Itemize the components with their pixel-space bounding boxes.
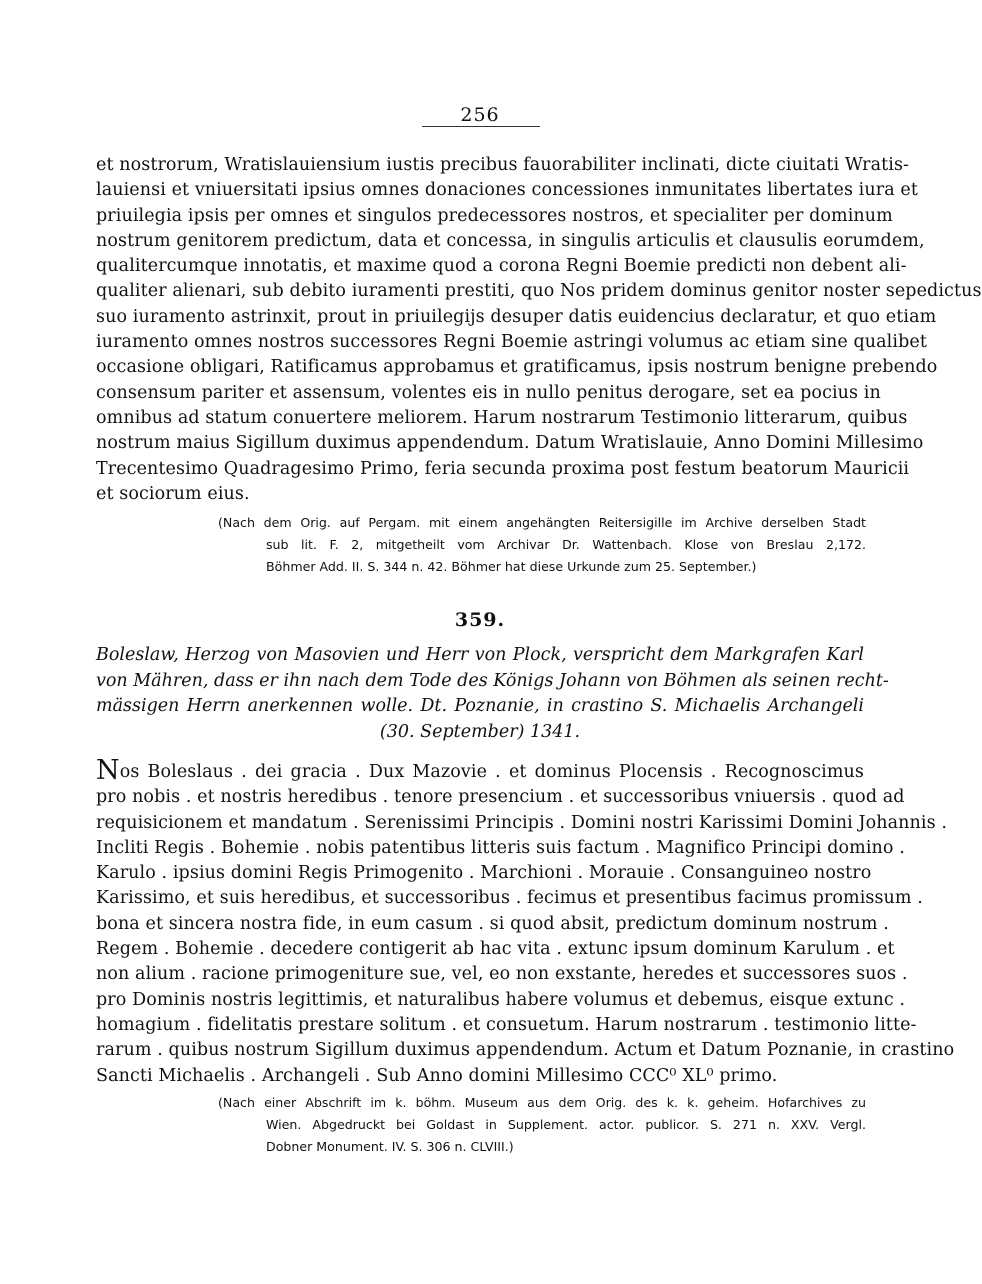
text-line: non alium . racione primogeniture sue, vel, eo non exstante, heredes et successores suos . — [96, 964, 908, 985]
text-line: omnibus ad statum conuertere meliorem. Harum nostrarum Testimonio litterarum, quibus — [96, 407, 908, 428]
drop-cap: N — [96, 755, 120, 786]
text-line: Regem . Bohemie . decedere contigerit ab hac vita . extunc ipsum dominum Karulum . et — [96, 939, 895, 960]
note-line: Böhmer Add. II. S. 344 n. 42. Böhmer hat diese Urkunde zum 25. September.) — [266, 558, 757, 574]
regest-summary — [96, 643, 889, 745]
text-line — [96, 757, 864, 785]
note-line: (Nach dem Orig. auf Pergam. mit einem angehängten Reitersigille im Archive derselben Stadt — [218, 515, 866, 530]
text-line: requisicionem et mandatum . Serenissimi Principis . Domini nostri Karissimi Domini Johannis . — [96, 812, 947, 833]
text-line: qualitercumque innotatis, et maxime quod a corona Regni Boemie predicti non debent ali- — [96, 256, 907, 277]
text-line: rarum . quibus nostrum Sigillum duximus appendendum. Actum et Datum Poznanie, in crastino — [96, 1040, 955, 1061]
text-line: Trecentesimo Quadragesimo Primo, feria secunda proxima post festum beatorum Mauricii — [96, 458, 910, 479]
text-line: et sociorum eius. — [96, 483, 250, 504]
header-rule — [422, 126, 540, 127]
text-line: nostrum genitorem predictum, data et concessa, in singulis articulis et clausulis eorumdem, — [96, 230, 925, 251]
note-line: Dobner Monument. IV. S. 306 n. CLVIII.) — [266, 1138, 514, 1154]
note-line: sub lit. F. 2, mitgetheilt vom Archivar Dr. Wattenbach. Klose von Breslau 2,172. — [266, 536, 866, 552]
regest-line: mässigen Herrn anerkennen wolle. Dt. Poznanie, in crastino S. Michaelis Archangeli — [96, 696, 864, 716]
regest-line: von Mähren, dass er ihn nach dem Tode des Königs Johann von Böhmen als seinen recht- — [96, 670, 889, 691]
text-line: iuramento omnes nostros successores Regni Boemie astringi volumus ac etiam sine qualibet — [96, 332, 927, 353]
document-number: 359. — [454, 609, 506, 631]
source-note — [218, 1092, 866, 1157]
text-line: occasione obligari, Ratificamus approbamus et gratificamus, ipsis nostrum benigne prebendo — [96, 357, 938, 378]
text-line: pro nobis . et nostris heredibus . tenore presencium . et successoribus vniuersis . quod ad — [96, 787, 905, 808]
text-line: lauiensi et vniuersitati ipsius omnes donaciones concessiones inmunitates libertates iura et — [96, 180, 919, 201]
text-line: suo iuramento astrinxit, prout in priuilegijs desuper datis euidencius declaratur, et quo etiam — [96, 306, 937, 327]
text-line: et nostrorum, Wratislauiensium iustis precibus fauorabiliter inclinati, dicte ciuitati Wratis- — [96, 155, 910, 175]
text-line: bona et sincera nostra fide, in eum casum . si quod absit, predictum dominum nostrum . — [96, 913, 889, 934]
text-line: priuilegia ipsis per omnes et singulos predecessores nostros, et specialiter per dominum — [96, 205, 893, 226]
charter-text — [96, 755, 955, 1089]
text-line: Incliti Regis . Bohemie . nobis patentibus litteris suis factum . Magnifico Principi domino . — [96, 837, 905, 858]
text-line: Sancti Michaelis . Archangeli . Sub Anno domini Millesimo CCC⁰ XL⁰ primo. — [96, 1065, 778, 1086]
note-line: (Nach einer Abschrift im k. böhm. Museum aus dem Orig. des k. k. geheim. Hofarchives zu — [218, 1095, 866, 1110]
source-note — [218, 512, 866, 577]
regest-line: Boleslaw, Herzog von Masovien und Herr von Plock, verspricht dem Markgrafen Karl — [96, 645, 864, 665]
text-line: qualiter alienari, sub debito iuramenti prestiti, quo Nos pridem dominus genitor noster sepedictus — [96, 281, 982, 302]
text-line: consensum pariter et assensum, volentes eis in nullo penitus derogare, set ea pocius in — [96, 382, 881, 403]
continuation-paragraph — [96, 153, 982, 507]
page-number: 256 — [460, 104, 500, 126]
regest-date-line: (30. September) 1341. — [379, 721, 581, 742]
text-line: Karulo . ipsius domini Regis Primogenito . Marchioni . Morauie . Consanguineo nostro — [96, 863, 872, 884]
text-line-content: os Boleslaus . dei gracia . Dux Mazovie . et dominus Plocensis . Recognoscimus — [119, 762, 864, 782]
text-line: nostrum maius Sigillum duximus appendendum. Datum Wratislauie, Anno Domini Millesimo — [96, 433, 924, 454]
note-line: Wien. Abgedruckt bei Goldast in Supplement. actor. publicor. S. 271 n. XXV. Vergl. — [266, 1116, 866, 1132]
text-line: Karissimo, et suis heredibus, et successoribus . fecimus et presentibus facimus promissum . — [96, 888, 923, 909]
text-line: homagium . fidelitatis prestare solitum . et consuetum. Harum nostrarum . testimonio litte- — [96, 1014, 917, 1035]
text-line: pro Dominis nostris legittimis, et naturalibus habere volumus et debemus, eisque extunc . — [96, 989, 906, 1010]
